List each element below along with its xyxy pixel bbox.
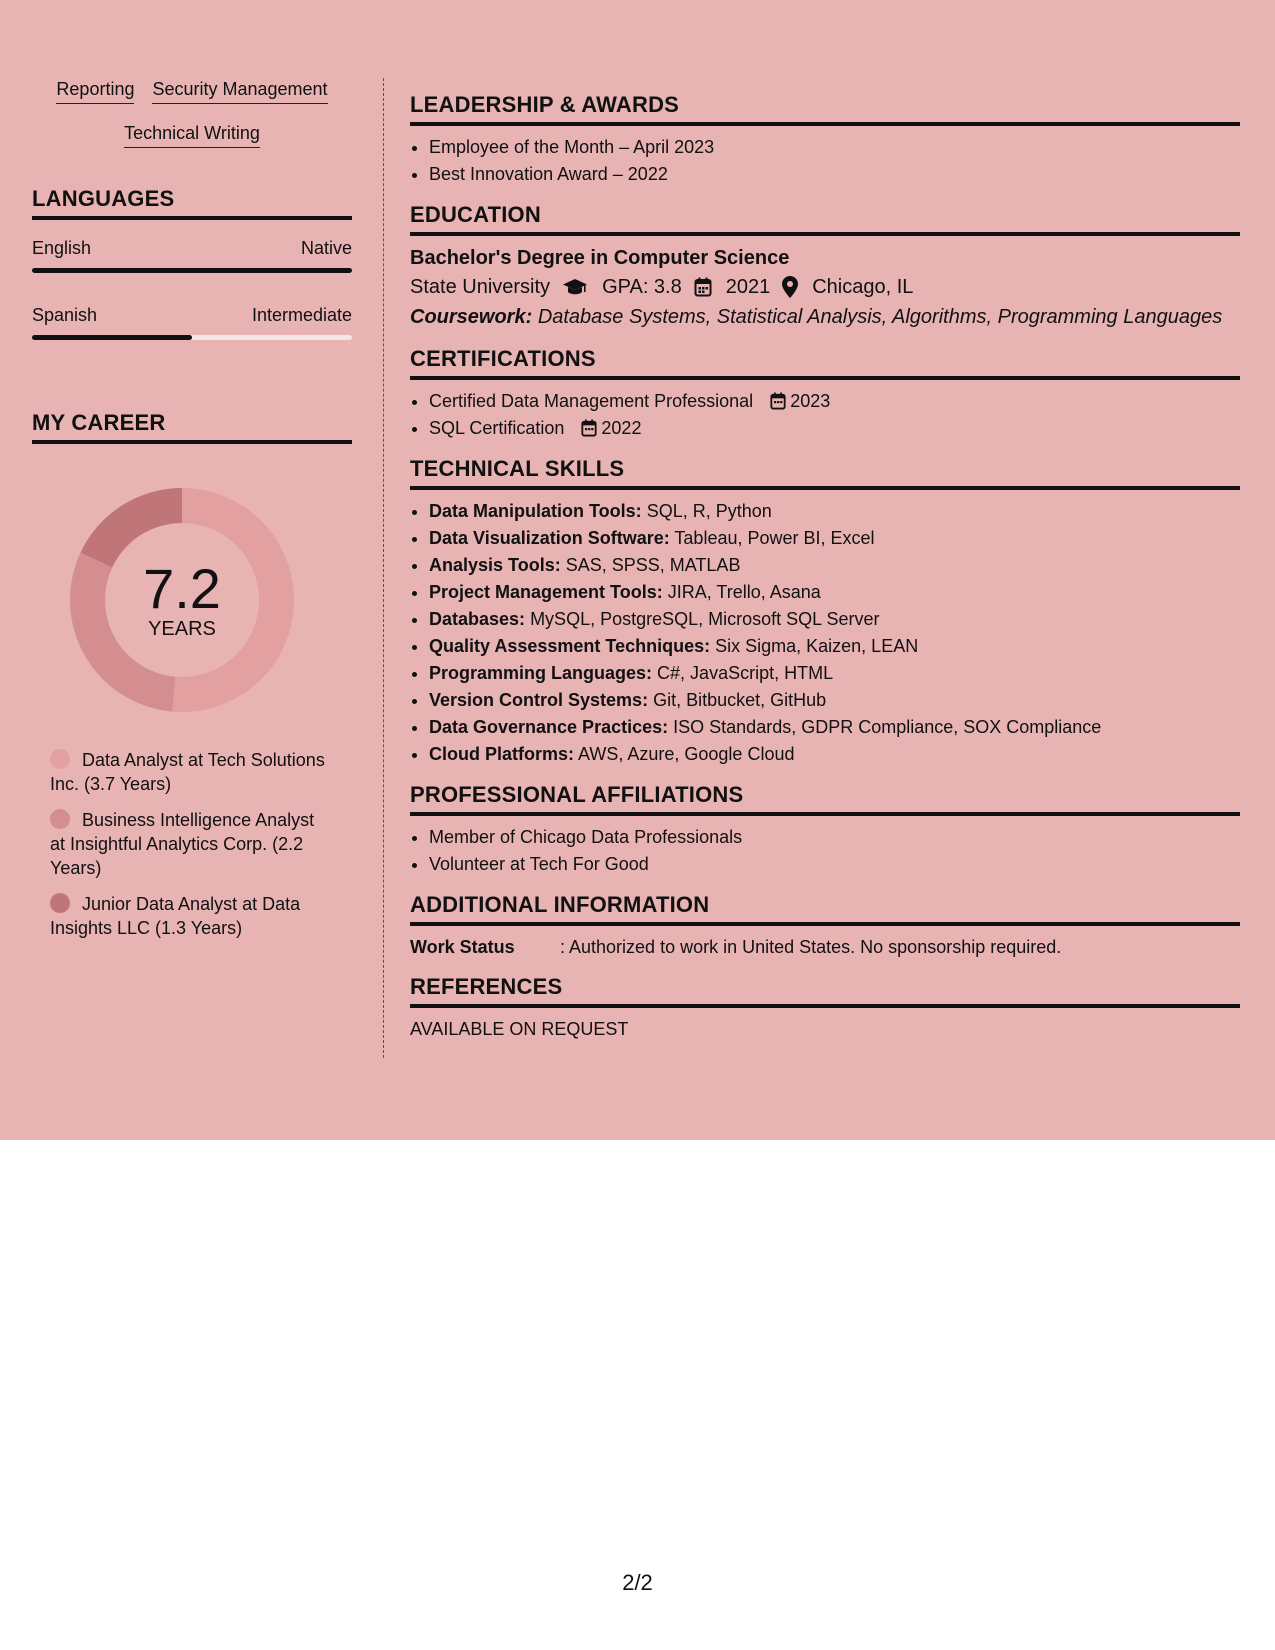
language-name: English <box>32 238 92 258</box>
additional-info-section <box>410 892 1240 960</box>
work-status-row <box>410 934 1240 960</box>
certification-year: 2023 <box>790 391 831 411</box>
gpa: GPA: 3.8 <box>602 276 682 298</box>
location-pin-icon <box>782 276 798 298</box>
language-level: Intermediate <box>251 305 352 325</box>
calendar-icon <box>770 392 786 410</box>
references-section <box>410 974 1240 1042</box>
references-title: REFERENCES <box>410 974 1240 1008</box>
left-column <box>32 78 352 952</box>
language-bar-fill <box>32 335 192 340</box>
language-bar <box>32 268 352 273</box>
skill-item: • Cloud Platforms: AWS, Azure, Google Cloud <box>429 741 1240 768</box>
page-number: 2/2 <box>622 1570 653 1595</box>
work-status-key: Work Status <box>410 937 515 957</box>
language-item <box>32 236 352 273</box>
leadership-section <box>410 92 1240 188</box>
skill-item: • Databases: MySQL, PostgreSQL, Microsoft SQL Server <box>429 606 1240 633</box>
career-legend-item <box>50 808 330 880</box>
additional-info-title: ADDITIONAL INFORMATION <box>410 892 1240 926</box>
legend-dot <box>50 749 70 769</box>
leadership-item: • Employee of the Month – April 2023 <box>429 134 1240 161</box>
right-column <box>410 92 1240 1056</box>
skill-item: • Analysis Tools: SAS, SPSS, MATLAB <box>429 552 1240 579</box>
career-role-label: Business Intelligence Analyst at Insightful Analytics Corp. (2.2 Years) <box>50 810 315 878</box>
education-section <box>410 202 1240 332</box>
career-legend-item <box>50 748 330 796</box>
calendar-icon <box>694 277 712 297</box>
skills-tags <box>32 78 352 148</box>
coursework-label: Coursework: <box>410 306 533 328</box>
coursework-list: Database Systems, Statistical Analysis, Algorithms, Programming Languages <box>537 306 1223 328</box>
education-title: EDUCATION <box>410 202 1240 236</box>
certifications-title: CERTIFICATIONS <box>410 346 1240 380</box>
education-location: Chicago, IL <box>812 276 914 298</box>
coursework <box>410 302 1240 332</box>
skill-item: • Data Governance Practices: ISO Standards, GDPR Compliance, SOX Compliance <box>429 714 1240 741</box>
technical-skills-list <box>410 498 1240 768</box>
skill-item: • Quality Assessment Techniques: Six Sigma, Kaizen, LEAN <box>429 633 1240 660</box>
legend-dot <box>50 893 70 913</box>
affiliation-item: • Volunteer at Tech For Good <box>429 851 1240 878</box>
graduation-cap-icon <box>562 277 588 297</box>
career-legend <box>50 748 330 940</box>
skill-item: • Programming Languages: C#, JavaScript, HTML <box>429 660 1240 687</box>
career-total-value: 7.2 <box>143 557 221 620</box>
languages-section <box>32 186 352 340</box>
skill-tag: Reporting <box>56 78 134 104</box>
school-name: State University <box>410 276 551 298</box>
leadership-item: • Best Innovation Award – 2022 <box>429 161 1240 188</box>
career-role-label: Junior Data Analyst at Data Insights LLC (1.3 Years) <box>50 894 301 938</box>
leadership-title: LEADERSHIP & AWARDS <box>410 92 1240 126</box>
certification-item <box>429 388 1240 415</box>
tag-row <box>32 78 352 104</box>
certification-year: 2022 <box>601 418 642 438</box>
education-meta <box>410 272 1240 302</box>
career-donut-chart <box>62 480 302 720</box>
career-section <box>32 410 352 940</box>
language-bar-fill <box>32 268 352 273</box>
tag-row <box>32 122 352 148</box>
career-legend-item <box>50 892 330 940</box>
work-status-value: : Authorized to work in United States. No sponsorship required. <box>560 937 1062 957</box>
graduation-year: 2021 <box>725 276 771 298</box>
language-level: Native <box>300 238 352 258</box>
skill-tag: Technical Writing <box>124 122 260 148</box>
skill-item: • Data Manipulation Tools: SQL, R, Python <box>429 498 1240 525</box>
certifications-section <box>410 346 1240 442</box>
affiliations-section <box>410 782 1240 878</box>
skill-item: • Data Visualization Software: Tableau, Power BI, Excel <box>429 525 1240 552</box>
skill-item: • Project Management Tools: JIRA, Trello, Asana <box>429 579 1240 606</box>
technical-skills-section <box>410 456 1240 768</box>
certification-name: SQL Certification <box>429 418 565 438</box>
career-title: MY CAREER <box>32 410 352 444</box>
language-bar <box>32 335 352 340</box>
languages-title: LANGUAGES <box>32 186 352 220</box>
career-role-label: Data Analyst at Tech Solutions Inc. (3.7 Years) <box>50 750 325 794</box>
certification-name: Certified Data Management Professional <box>429 391 754 411</box>
skill-tag: Security Management <box>152 78 327 104</box>
references-text: AVAILABLE ON REQUEST <box>410 1019 629 1039</box>
affiliation-item: • Member of Chicago Data Professionals <box>429 824 1240 851</box>
skill-item: • Version Control Systems: Git, Bitbucket, GitHub <box>429 687 1240 714</box>
certification-item <box>429 415 1240 442</box>
calendar-icon <box>581 419 597 437</box>
language-name: Spanish <box>32 305 98 325</box>
legend-dot <box>50 809 70 829</box>
language-item <box>32 303 352 340</box>
degree-title: Bachelor's Degree in Computer Science <box>410 247 790 269</box>
technical-skills-title: TECHNICAL SKILLS <box>410 456 1240 490</box>
column-divider <box>383 78 384 1058</box>
career-total-unit: YEARS <box>148 618 216 640</box>
affiliations-title: PROFESSIONAL AFFILIATIONS <box>410 782 1240 816</box>
